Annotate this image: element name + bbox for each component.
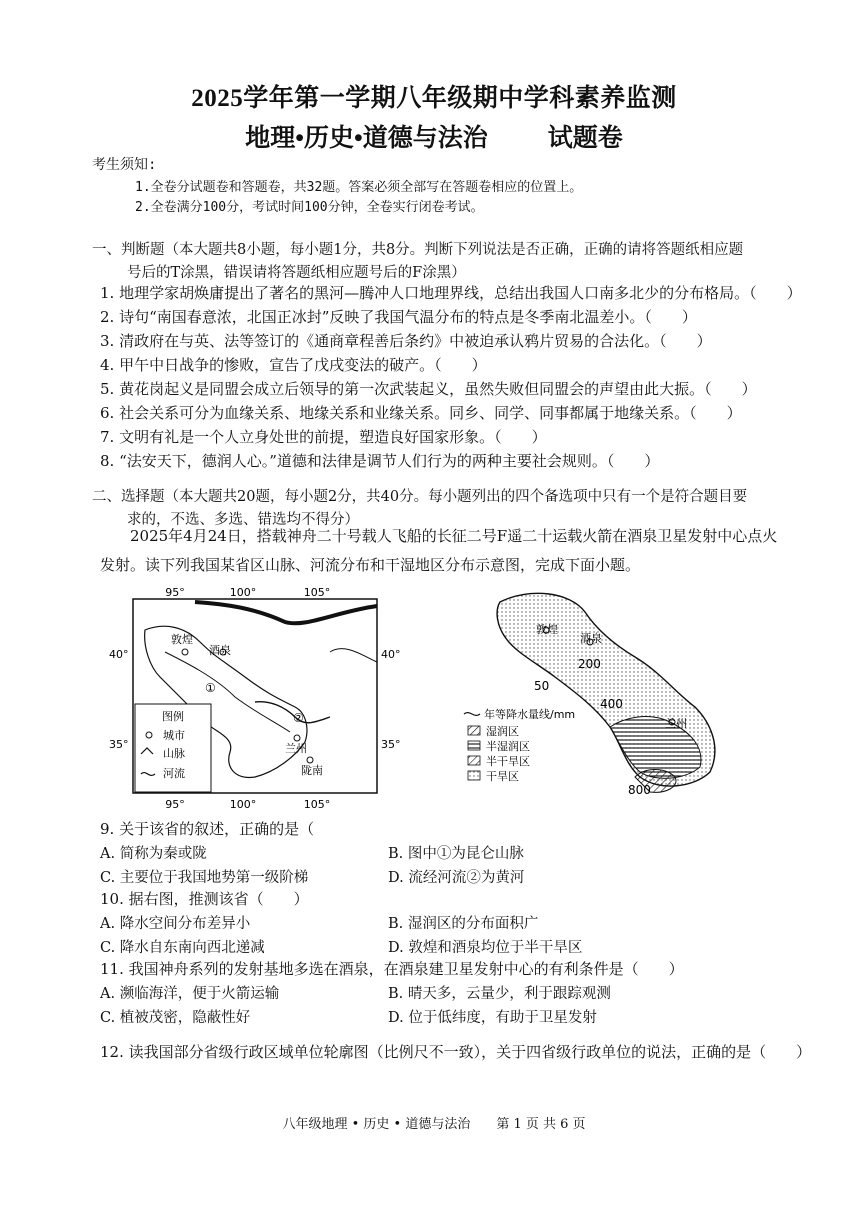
section1-heading-cont: 号后的T涂黑，错误请将答题纸相应题号后的F涂黑） [127, 265, 466, 281]
judge-item-2: 2. 诗句“南国春意浓，北国正冰封”反映了我国气温分布的特点是冬季南北温差小。（ ） [100, 308, 697, 326]
section2-heading-cont: 求的，不选、多选、错选均不得分） [127, 512, 359, 528]
page-footer: 八年级地理 • 历史 • 道德与法治 第 1 页 共 6 页 [282, 1117, 586, 1132]
lat-left-40: 40° [109, 648, 129, 661]
lat-right-35: 35° [381, 738, 401, 751]
judge-item-3: 3. 清政府在与英、法等签订的《通商章程善后条约》中被迫承认鸦片贸易的合法化。（ ） [100, 332, 712, 350]
dry-wet-map-right [460, 582, 740, 802]
exam-subtitle [0, 118, 868, 154]
q9-option-a: A. 简称为秦或陇 [100, 846, 207, 862]
q11-option-d: D. 位于低纬度，有助于卫星发射 [388, 1010, 597, 1026]
lat-left-35: 35° [109, 738, 129, 751]
judge-item-1: 1. 地理学家胡焕庸提出了著名的黑河—腾冲人口地理界线，总结出我国人口南多北少的分布格局。（ ） [100, 284, 802, 302]
judge-item-7: 7. 文明有礼是一个人立身处世的前提，塑造良好国家形象。（ ） [100, 428, 547, 446]
r-city-label: 兰州 [665, 717, 687, 730]
lon-top-100: 100° [229, 586, 257, 599]
question-12-stem: 12. 读我国部分省级行政区域单位轮廓图（比例尺不一致），关于四省级行政单位的说法，正确的是（ ） [100, 1043, 812, 1061]
legend-arid-label: 干旱区 [486, 770, 519, 783]
notice-item: 1.全卷分试题卷和答题卷，共32题。答案必须全部写在答题卷相应的位置上。 [135, 180, 583, 195]
legend-semihumid-swatch [468, 741, 480, 750]
q11-option-c: C. 植被茂密，隐蔽性好 [100, 1010, 251, 1026]
r-city-label: 敦煌 [536, 623, 558, 636]
exam-title: 2025学年第一学期八年级期中学科素养监测 [191, 85, 677, 112]
legend-river-label: 河流 [163, 767, 185, 780]
isohyet-400: 400 [600, 697, 623, 711]
city-label: 兰州 [285, 742, 307, 755]
paper-label: 试题卷 [547, 125, 623, 152]
isohyet-legend-icon [464, 713, 480, 716]
judge-item-5: 5. 黄花岗起义是同盟会成立后领导的第一次武装起义，虽然失败但同盟会的声望由此大振。（ ） [100, 380, 757, 398]
q9-option-d: D. 流经河流②为黄河 [388, 870, 525, 886]
q10-option-d: D. 敦煌和酒泉均位于半干旱区 [388, 940, 583, 956]
question-11-stem: 11. 我国神舟系列的发射基地多选在酒泉，在酒泉建卫星发射中心的有利条件是（ ） [100, 960, 684, 978]
legend-humid-label: 湿润区 [486, 725, 519, 738]
lat-right-40: 40° [381, 648, 401, 661]
isohyet-200: 200 [578, 657, 601, 671]
notice-heading: 考生须知: [92, 157, 157, 173]
subjects-label: 地理•历史•道德与法治 [245, 125, 488, 152]
city-longnan-dot [307, 757, 313, 763]
lon-bottom-95: 95° [165, 798, 185, 811]
legend-humid-swatch [468, 726, 480, 735]
judge-item-4: 4. 甲午中日战争的惨败，宣告了戊戌变法的破产。（ ） [100, 356, 487, 374]
outer-boundary [330, 649, 377, 662]
q9-option-c: C. 主要位于我国地势第一级阶梯 [100, 870, 309, 886]
question-9-stem: 9. 关于该省的叙述，正确的是（ [100, 820, 315, 838]
lon-top-105: 105° [303, 586, 331, 599]
section2-heading: 二、选择题（本大题共20题，每小题2分，共40分。每小题列出的四个备选项中只有一个是符合题目要 [92, 489, 748, 505]
marker-2: ② [293, 711, 304, 725]
legend-semihumid-label: 半湿润区 [486, 740, 530, 753]
notice-item: 2.全卷满分100分，考试时间100分钟，全卷实行闭卷考试。 [135, 200, 484, 215]
lon-top-95: 95° [165, 586, 185, 599]
city-label: 酒泉 [209, 644, 231, 657]
legend-mountain-label: 山脉 [163, 747, 185, 760]
legend-arid-swatch [468, 771, 480, 780]
city-label: 敦煌 [171, 633, 193, 646]
city-dunhuang-dot [182, 649, 188, 655]
question-10-stem: 10. 据右图，推测该省（ ） [100, 890, 309, 908]
legend-title: 图例 [162, 710, 184, 723]
legend-city-label: 城市 [163, 729, 185, 742]
isohyet-50: 50 [534, 679, 550, 693]
q11-option-a: A. 濒临海洋，便于火箭运输 [100, 986, 280, 1002]
q11-option-b: B. 晴天多，云量少，利于跟踪观测 [388, 986, 611, 1002]
city-lanzhou-dot [294, 735, 300, 741]
r-city-label: 酒泉 [580, 632, 602, 645]
q10-option-b: B. 湿润区的分布面积广 [388, 916, 539, 932]
q10-option-a: A. 降水空间分布差异小 [100, 916, 251, 932]
marker-1: ① [205, 681, 216, 695]
border-thick-line [195, 602, 377, 623]
judge-item-6: 6. 社会关系可分为血缘关系、地缘关系和业缘关系。同乡、同学、同事都属于地缘关系。（ ） [100, 404, 742, 422]
legend-semiarid-label: 半干旱区 [486, 755, 530, 768]
section2-intro: 2025年4月24日，搭载神舟二十号载人飞船的长征二号F遥二十运载火箭在酒泉卫星发射中心点火发射。读下列我国某省区山脉、河流分布和干湿地区分布示意图，完成下面小题。 [100, 527, 778, 574]
lon-bottom-105: 105° [303, 798, 331, 811]
q10-option-c: C. 降水自东南向西北递减 [100, 940, 265, 956]
q9-option-b: B. 图中①为昆仑山脉 [388, 846, 524, 862]
isohyet-legend-label: 年等降水量线/mm [484, 708, 576, 721]
isohyet-800: 800 [628, 783, 651, 797]
lon-bottom-100: 100° [229, 798, 257, 811]
province-map-left [105, 582, 415, 816]
city-label: 陇南 [301, 764, 323, 777]
legend-semiarid-swatch [468, 756, 480, 765]
section1-heading: 一、判断题（本大题共8小题，每小题1分，共8分。判断下列说法是否正确，正确的请将答题纸相应题 [92, 242, 744, 258]
judge-item-8: 8. “法安天下，德润人心。”道德和法律是调节人们行为的两种主要社会规则。（ ） [100, 452, 660, 470]
